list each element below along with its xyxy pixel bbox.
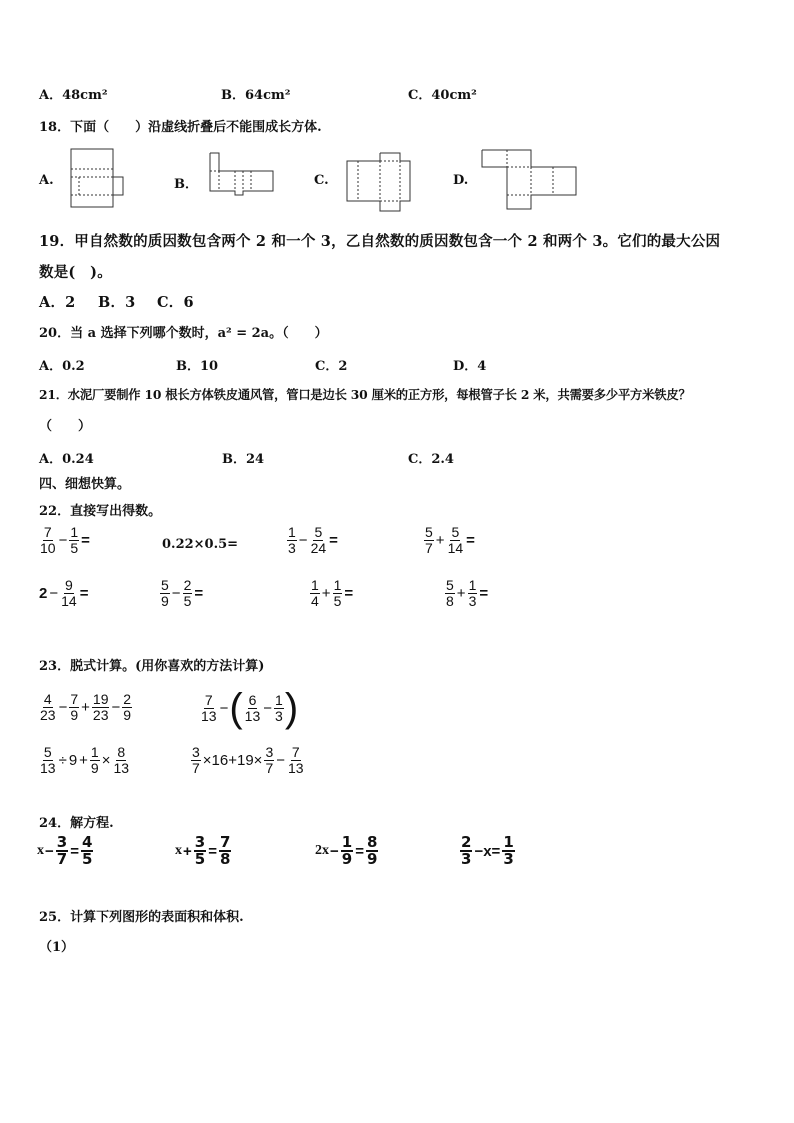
- q20-option-c: C．2: [315, 359, 348, 374]
- right-paren: ): [284, 686, 299, 730]
- q24-equation-1: x− $\frac{3}{7}$ = $\frac{4}{5}$: [37, 833, 93, 868]
- q22-expr-7: $\frac{1}{4}$ + $\frac{1}{5}$ =: [311, 577, 354, 609]
- q22-expr-2: 0.22×0.5=: [162, 537, 239, 552]
- q20-option-a: A．0.2: [39, 359, 85, 374]
- q21-option-b: B．24: [222, 452, 265, 467]
- q24-title: 24．解方程.: [39, 816, 114, 831]
- q22-expr-1: $\frac{7}{10}$ − $\frac{1}{5}$ =: [40, 524, 90, 556]
- q18-option-b: B．: [174, 177, 198, 192]
- q22-expr-4: $\frac{5}{7}$ + $\frac{5}{14}$ =: [425, 524, 475, 556]
- q19-option-c: C．6: [157, 294, 194, 311]
- q20-option-b: B．10: [176, 359, 219, 374]
- q24-equation-4: $\frac{2}{3}$ −x= $\frac{1}{3}$: [461, 833, 514, 868]
- q25-title: 25．计算下列图形的表面积和体积.: [39, 910, 244, 925]
- q21-question-line1: 21．水泥厂要制作 10 根长方体铁皮通风管，管口是边长 30 厘米的正方形，每根管子长 2 米，共需要多少平方米铁皮？: [39, 387, 691, 402]
- q22-expr-6: $\frac{5}{9}$ − $\frac{2}{5}$ =: [161, 577, 204, 609]
- q21-option-a: A．0.24: [39, 452, 94, 467]
- left-paren: (: [229, 686, 243, 730]
- q21-question-line2: （ ）: [39, 419, 92, 434]
- q23-expr-3: $\frac{5}{13}$ ÷ 9 + $\frac{1}{9}$ × $\frac{8}{13}$: [40, 744, 130, 776]
- q25-subpart-1: （1）: [39, 940, 75, 955]
- q22-expr-8: $\frac{5}{8}$ + $\frac{1}{3}$ =: [446, 577, 489, 609]
- q19-option-b: B．3: [98, 294, 136, 311]
- q18-option-a: A.: [39, 173, 54, 188]
- q18-question: 18．下面（ ）沿虚线折叠后不能围成长方体.: [39, 120, 322, 135]
- q24-equation-2: x+ $\frac{3}{5}$ = $\frac{7}{8}$: [175, 833, 231, 868]
- q23-expr-4: $\frac{3}{7}$ ×16+19× $\frac{3}{7}$ − $\frac{7}{13}$: [192, 744, 304, 776]
- q22-expr-5: 2 − $\frac{9}{14}$ =: [39, 577, 89, 609]
- q24-equation-3: 2x− $\frac{1}{9}$ = $\frac{8}{9}$: [315, 833, 378, 868]
- q19-question-line2: 数是( )。: [39, 264, 112, 281]
- q18-net-a-figure: [68, 147, 124, 211]
- q20-option-d: D．4: [453, 359, 487, 374]
- q17-option-a: A．48cm²: [39, 88, 108, 103]
- q23-expr-1: $\frac{4}{23}$ − $\frac{7}{9}$ + $\frac{19}{23}$ − $\frac{2}{9}$: [40, 691, 132, 723]
- q18-option-d: D.: [453, 173, 469, 188]
- q22-expr-3: $\frac{1}{3}$ − $\frac{5}{24}$ =: [288, 524, 338, 556]
- q18-net-d-figure: [480, 147, 578, 211]
- q22-title: 22．直接写出得数。: [39, 504, 162, 519]
- q17-option-c: C．40cm²: [408, 88, 477, 103]
- q19-question-line1: 19．甲自然数的质因数包含两个 2 和一个 3，乙自然数的质因数包含一个 2 和两个 3。它们的最大公因: [39, 233, 721, 250]
- q21-option-c: C．2.4: [408, 452, 454, 467]
- q18-option-c: C.: [314, 173, 329, 188]
- q17-option-b: B．64cm²: [221, 88, 291, 103]
- section-heading: 四、细想快算。: [39, 477, 131, 492]
- q20-question: 20．当 a 选择下列哪个数时，a² = 2a。（ ）: [39, 326, 328, 341]
- q23-expr-2: $\frac{7}{13}$ −( $\frac{6}{13}$ − $\frac{1}{3}$ ): [201, 686, 299, 730]
- q19-option-a: A．2: [39, 294, 76, 311]
- q18-net-c-figure: [344, 151, 412, 213]
- q18-net-b-figure: [207, 151, 275, 197]
- q23-title: 23．脱式计算。(用你喜欢的方法计算): [39, 659, 265, 674]
